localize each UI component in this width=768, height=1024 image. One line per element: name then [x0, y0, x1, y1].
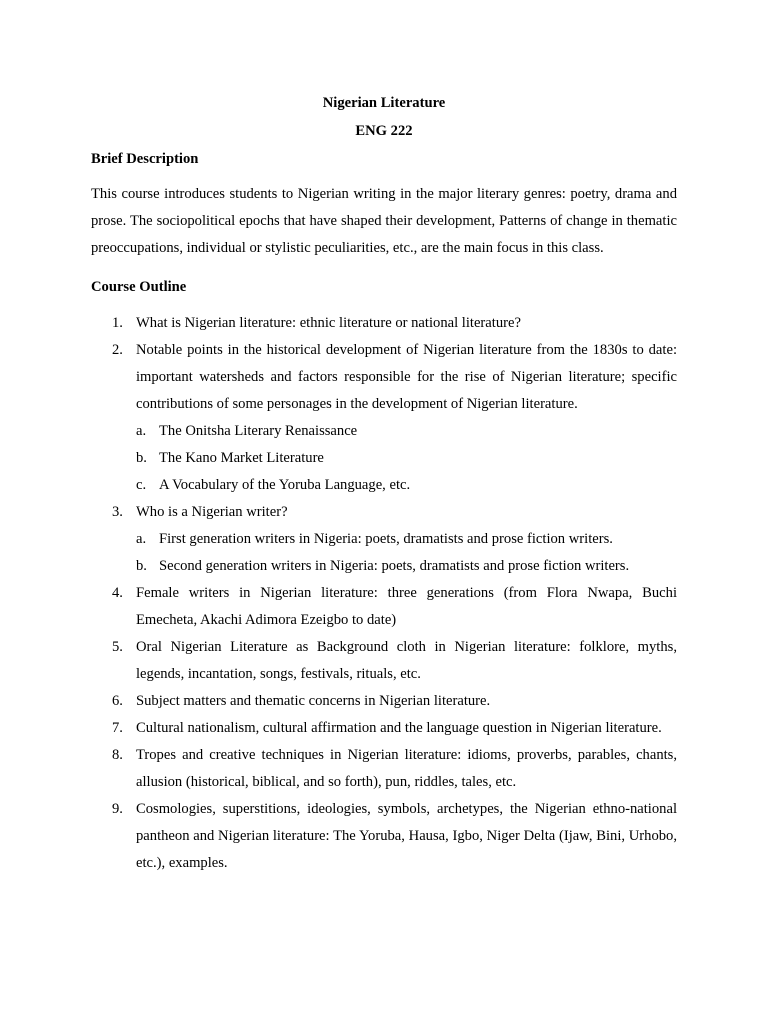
course-outline-heading: Course Outline — [91, 279, 187, 295]
outline-item-text: Female writers in Nigerian literature: three generations (from Flora Nwapa, Buchi Emecheta, Akachi Adimora Ezeigbo to date) — [136, 585, 677, 628]
document-title: Nigerian Literature — [322, 95, 446, 111]
outline-subitem-3b — [0, 553, 677, 580]
outline-subitem-3a — [0, 526, 677, 553]
outline-subitem-text: A Vocabulary of the Yoruba Language, etc. — [159, 477, 411, 493]
outline-subitem-letter: c. — [136, 477, 147, 493]
outline-item-number: 6. — [112, 693, 123, 709]
outline-item-text: Oral Nigerian Literature as Background cloth in Nigerian literature: folklore, myths, legends, incantation, songs, festivals, rituals, etc. — [136, 639, 677, 682]
outline-item-text: What is Nigerian literature: ethnic literature or national literature? — [136, 315, 521, 331]
outline-item-6 — [0, 688, 677, 715]
outline-item-text: Who is a Nigerian writer? — [136, 504, 288, 520]
outline-item-1 — [0, 310, 677, 337]
outline-subitem-2b — [0, 445, 677, 472]
outline-item-8 — [0, 742, 677, 796]
outline-subitem-2c — [0, 472, 677, 499]
outline-subitem-2a — [0, 418, 677, 445]
outline-item-number: 4. — [112, 585, 123, 601]
outline-item-number: 9. — [112, 801, 123, 817]
course-outline-list — [0, 310, 768, 877]
outline-item-text: Cultural nationalism, cultural affirmation and the language question in Nigerian literature. — [136, 720, 662, 736]
outline-item-5 — [0, 634, 677, 688]
outline-item-number: 2. — [112, 342, 123, 358]
outline-item-number: 8. — [112, 747, 123, 763]
outline-subitem-letter: b. — [136, 450, 147, 466]
outline-item-9 — [0, 796, 677, 877]
brief-description-text: This course introduces students to Nigerian writing in the major literary genres: poetry, drama and prose. The sociopolitical epochs that have shaped their development, Patterns of change in thematic preoccupations, individual or stylistic peculiarities, etc., are the main focus in this class. — [91, 186, 677, 256]
outline-item-2 — [0, 337, 677, 418]
outline-subitem-letter: a. — [136, 531, 147, 547]
outline-subitem-text: The Kano Market Literature — [159, 450, 324, 466]
course-code: ENG 222 — [355, 123, 413, 139]
outline-item-number: 3. — [112, 504, 123, 520]
outline-item-number: 5. — [112, 639, 123, 655]
brief-description-heading: Brief Description — [91, 151, 199, 167]
outline-subitem-text: First generation writers in Nigeria: poets, dramatists and prose fiction writers. — [159, 531, 613, 547]
outline-item-text: Tropes and creative techniques in Nigerian literature: idioms, proverbs, parables, chants, allusion (historical, biblical, and so forth), pun, riddles, tales, etc. — [136, 747, 677, 790]
outline-subitem-text: Second generation writers in Nigeria: poets, dramatists and prose fiction writers. — [159, 558, 630, 574]
outline-item-text: Notable points in the historical development of Nigerian literature from the 1830s to date: important watersheds and factors responsible for the rise of Nigerian literature; specific contributions of some personages in the development of Nigerian literature. — [136, 342, 677, 412]
outline-subitem-letter: b. — [136, 558, 147, 574]
outline-item-7 — [0, 715, 677, 742]
outline-subitem-letter: a. — [136, 423, 147, 439]
outline-item-4 — [0, 580, 677, 634]
outline-item-number: 1. — [112, 315, 123, 331]
outline-subitem-text: The Onitsha Literary Renaissance — [159, 423, 358, 439]
outline-item-3 — [0, 499, 677, 526]
outline-item-text: Cosmologies, superstitions, ideologies, symbols, archetypes, the Nigerian ethno-national pantheon and Nigerian literature: The Yoruba, Hausa, Igbo, Niger Delta (Ijaw, Bini, Urhobo, etc.), examples. — [136, 801, 677, 871]
outline-item-text: Subject matters and thematic concerns in Nigerian literature. — [136, 693, 491, 709]
outline-item-number: 7. — [112, 720, 123, 736]
